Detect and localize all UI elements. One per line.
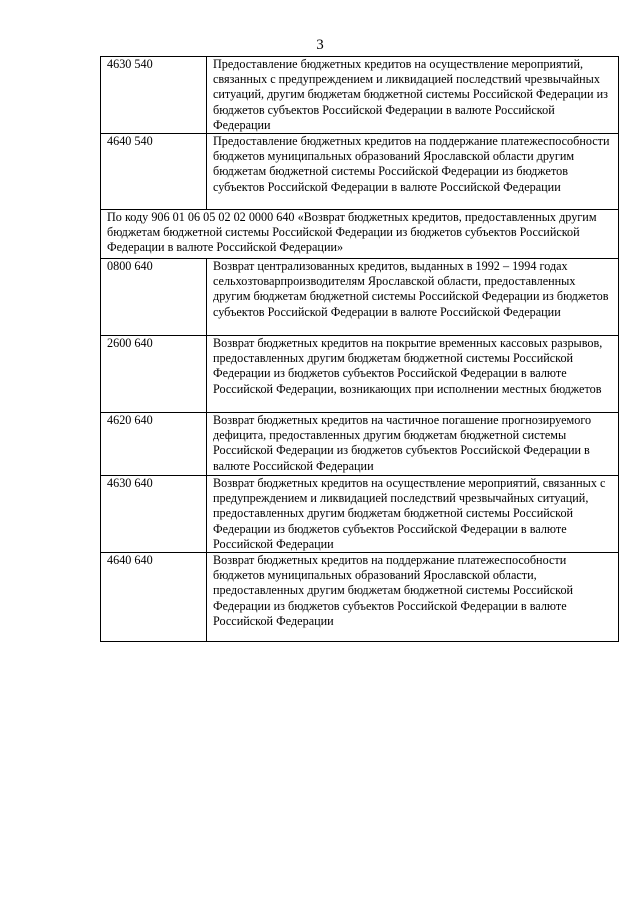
- code-cell: 4640 640: [101, 553, 207, 642]
- description-cell: Возврат бюджетных кредитов на поддержание платежеспособности бюджетов муниципальных образований Ярославской области, предоставленных другим бюджетам бюджетной системы Российской Федерации из бюджетов субъектов Российской Федерации в валюте Российской Федерации: [207, 553, 619, 642]
- code-cell: 2600 640: [101, 336, 207, 413]
- code-cell: 4630 640: [101, 476, 207, 553]
- table-row: [101, 476, 619, 553]
- table-row: [101, 413, 619, 476]
- code-cell: 4640 540: [101, 134, 207, 210]
- table-row: [101, 553, 619, 642]
- description-cell: Предоставление бюджетных кредитов на поддержание платежеспособности бюджетов муниципальных образований Ярославской области другим бюджетам бюджетной системы Российской Федерации из бюджетов субъектов Российской Федерации в валюте Российской Федерации: [207, 134, 619, 210]
- section-header-cell: По коду 906 01 06 05 02 02 0000 640 «Возврат бюджетных кредитов, предоставленных другим бюджетам бюджетной системы Российской Федерации из бюджетов субъектов Российской Федерации в валюте Российской Федерации»: [101, 210, 619, 259]
- code-cell: 4630 540: [101, 57, 207, 134]
- description-cell: Предоставление бюджетных кредитов на осуществление мероприятий, связанных с предупреждением и ликвидацией последствий чрезвычайных ситуаций, другим бюджетам бюджетной системы Российской Федерации из бюджетов субъектов Российской Федерации в валюте Российской Федерации: [207, 57, 619, 134]
- description-cell: Возврат бюджетных кредитов на покрытие временных кассовых разрывов, предоставленных другим бюджетам бюджетной системы Российской Федерации из бюджетов субъектов Российской Федерации в валюте Российской Федерации, возникающих при исполнении местных бюджетов: [207, 336, 619, 413]
- description-cell: Возврат централизованных кредитов, выданных в 1992 – 1994 годах сельхозтоварпроизводителям Ярославской области, предоставленных другим бюджетам бюджетной системы Российской Федерации из бюджетов субъектов Российской Федерации в валюте Российской Федерации: [207, 259, 619, 336]
- description-cell: Возврат бюджетных кредитов на частичное погашение прогнозируемого дефицита, предоставленных другим бюджетам бюджетной системы Российской Федерации из бюджетов субъектов Российской Федерации в валюте Российской Федерации: [207, 413, 619, 476]
- table-row: [101, 57, 619, 134]
- page-number: 3: [316, 37, 324, 53]
- code-cell: 4620 640: [101, 413, 207, 476]
- section-header-row: [101, 210, 619, 259]
- table-row: [101, 336, 619, 413]
- code-cell: 0800 640: [101, 259, 207, 336]
- table-row: [101, 259, 619, 336]
- description-cell: Возврат бюджетных кредитов на осуществление мероприятий, связанных с предупреждением и ликвидацией последствий чрезвычайных ситуаций, предоставленных другим бюджетам бюджетной системы Российской Федерации из бюджетов субъектов Российской Федерации в валюте Российской Федерации: [207, 476, 619, 553]
- budget-code-table: [100, 56, 619, 642]
- table-row: [101, 134, 619, 210]
